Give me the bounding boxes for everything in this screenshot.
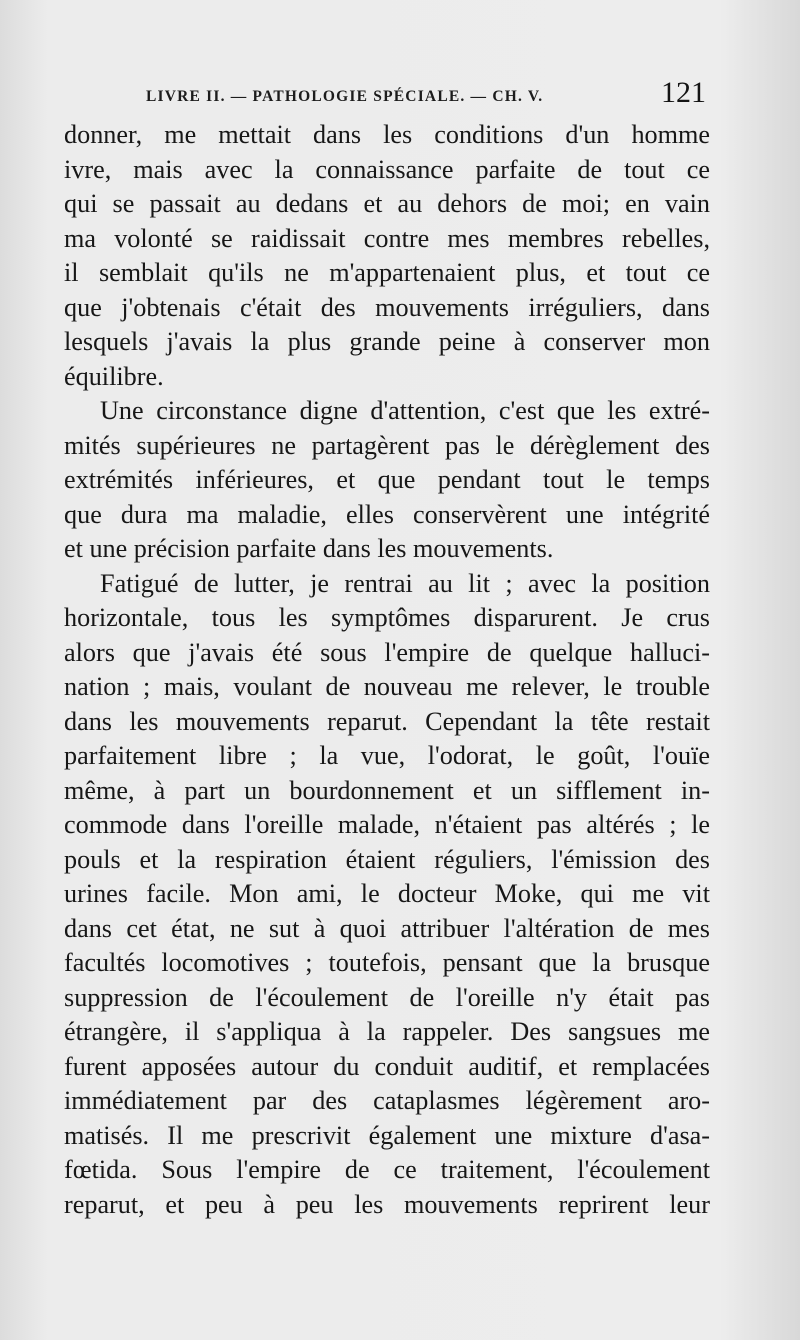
text-line: matisés. Il me prescrivit également une mixture d'asa- xyxy=(64,1120,710,1150)
text-line: et une précision parfaite dans les mouvements. xyxy=(64,534,554,563)
page-header xyxy=(146,78,706,112)
text-line: mités supérieures ne partagèrent pas le dérèglement des xyxy=(64,430,710,460)
text-line: fœtida. Sous l'empire de ce traitement, l'écoulement xyxy=(64,1155,710,1184)
text-line: reparut, et peu à peu les mouvements reprirent leur xyxy=(64,1189,710,1219)
text-line: suppression de l'écoulement de l'oreille n'y était pas xyxy=(64,982,710,1012)
text-line: pouls et la respiration étaient réguliers, l'émission des xyxy=(64,844,710,874)
page-number: 121 xyxy=(661,76,706,109)
text-line: commode dans l'oreille malade, n'étaient pas altérés ; le xyxy=(64,810,710,839)
text-line: dans cet état, ne sut à quoi attribuer l'altération de mes xyxy=(64,913,710,943)
text-line: dans les mouvements reparut. Cependant la tête restait xyxy=(64,706,710,736)
text-line: qui se passait au dedans et au dehors de moi; en vain xyxy=(64,189,710,218)
text-line: immédiatement par des cataplasmes légèrement aro- xyxy=(64,1086,710,1115)
text-line: étrangère, il s'appliqua à la rappeler. Des sangsues me xyxy=(64,1017,710,1046)
text-line: ivre, mais avec la connaissance parfaite de tout ce xyxy=(64,154,710,184)
text-line: alors que j'avais été sous l'empire de quelque halluci- xyxy=(64,637,710,667)
text-line: extrémités inférieures, et que pendant tout le temps xyxy=(64,465,710,494)
paragraph-start-line: Une circonstance digne d'attention, c'est que les extré- xyxy=(100,396,710,425)
text-line: même, à part un bourdonnement et un sifflement in- xyxy=(64,775,710,805)
running-head: LIVRE II. — PATHOLOGIE SPÉCIALE. — CH. V. xyxy=(146,88,544,105)
text-line: lesquels j'avais la plus grande peine à conserver mon xyxy=(64,327,710,356)
text-line: donner, me mettait dans les conditions d'un homme xyxy=(64,120,710,149)
text-line: horizontale, tous les symptômes disparurent. Je crus xyxy=(64,603,710,632)
text-line: ma volonté se raidissait contre mes membres rebelles, xyxy=(64,223,710,253)
body-text xyxy=(64,118,710,1222)
text-line: que j'obtenais c'était des mouvements irréguliers, dans xyxy=(64,292,710,322)
text-line: urines facile. Mon ami, le docteur Moke, qui me vit xyxy=(64,879,710,908)
text-line: que dura ma maladie, elles conservèrent une intégrité xyxy=(64,499,710,529)
text-line: nation ; mais, voulant de nouveau me relever, le trouble xyxy=(64,672,710,701)
text-line: parfaitement libre ; la vue, l'odorat, le goût, l'ouïe xyxy=(64,741,710,770)
text-line: il semblait qu'ils ne m'appartenaient plus, et tout ce xyxy=(64,258,710,287)
text-line: furent apposées autour du conduit auditif, et remplacées xyxy=(64,1051,710,1081)
text-line: équilibre. xyxy=(64,361,164,391)
text-line: facultés locomotives ; toutefois, pensant que la brusque xyxy=(64,948,710,977)
paragraph-start-line: Fatigué de lutter, je rentrai au lit ; avec la position xyxy=(100,568,710,598)
